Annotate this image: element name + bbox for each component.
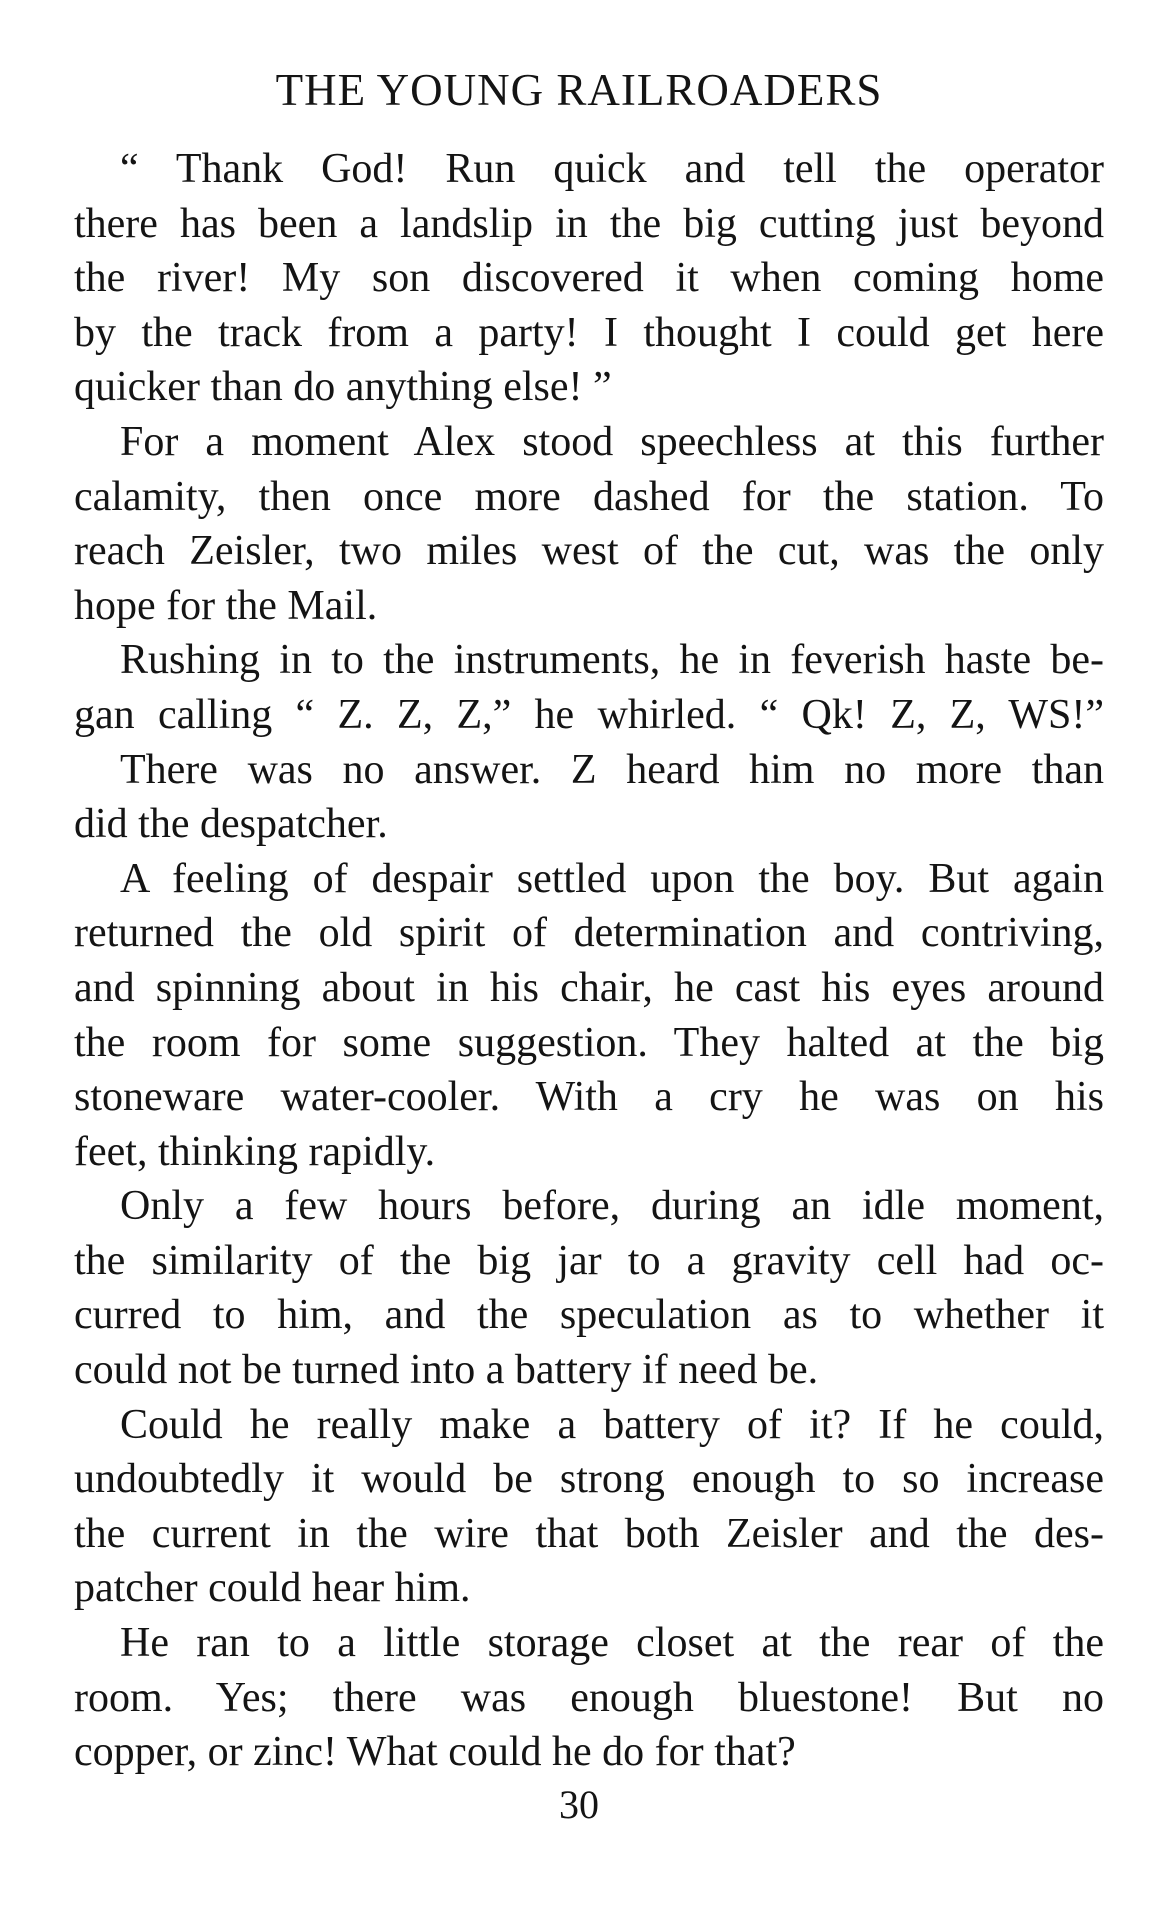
text-line: There was no answer. Z heard him no more than — [120, 746, 1104, 793]
text-line: feet, thinking rapidly. — [74, 1128, 436, 1175]
paragraph — [74, 1616, 1104, 1780]
text-line: He ran to a little storage closet at the rear of the — [120, 1620, 1104, 1667]
text-line: returned the old spirit of determination and contriving, — [74, 910, 1104, 957]
text-line: gan calling “ Z. Z, Z,” he whirled. “ Qk! Z, Z, WS!” — [74, 691, 1104, 738]
paragraph — [74, 1398, 1104, 1616]
paragraph — [74, 852, 1104, 1180]
text-line: calamity, then once more dashed for the station. To — [74, 473, 1104, 520]
running-title: THE YOUNG RAILROADERS — [275, 65, 883, 115]
text-line: undoubtedly it would be strong enough to so increase — [74, 1456, 1104, 1503]
text-line: there has been a landslip in the big cutting just beyond — [74, 200, 1104, 247]
text-line: A feeling of despair settled upon the boy. But again — [120, 855, 1104, 902]
text-line: copper, or zinc! What could he do for that? — [74, 1729, 796, 1776]
text-line: stoneware water-cooler. With a cry he was on his — [74, 1074, 1104, 1121]
text-line: could not be turned into a battery if need be. — [74, 1347, 819, 1394]
text-line: the similarity of the big jar to a gravity cell had oc- — [74, 1237, 1104, 1284]
paragraph — [74, 142, 1104, 415]
paragraph — [74, 633, 1104, 742]
text-line: the room for some suggestion. They halted at the big — [74, 1019, 1104, 1066]
text-line: patcher could hear him. — [74, 1565, 471, 1612]
text-line: Could he really make a battery of it? If he could, — [120, 1401, 1104, 1448]
text-line: the current in the wire that both Zeisler and the des- — [74, 1510, 1104, 1557]
body-text — [74, 142, 1104, 1780]
text-line: room. Yes; there was enough bluestone! But no — [74, 1674, 1104, 1721]
text-line: and spinning about in his chair, he cast his eyes around — [74, 964, 1104, 1011]
text-line: the river! My son discovered it when coming home — [74, 255, 1104, 302]
paragraph — [74, 743, 1104, 852]
text-line: hope for the Mail. — [74, 582, 378, 629]
text-line: by the track from a party! I thought I could get here — [74, 309, 1104, 356]
paragraph — [74, 1179, 1104, 1397]
text-line: curred to him, and the speculation as to whether it — [74, 1292, 1104, 1339]
text-line: did the despatcher. — [74, 801, 388, 848]
text-line: Only a few hours before, during an idle moment, — [120, 1183, 1104, 1230]
page-number: 30 — [559, 1782, 599, 1827]
text-line: Rushing in to the instruments, he in feverish haste be- — [120, 637, 1104, 684]
text-line: For a moment Alex stood speechless at this further — [120, 418, 1104, 465]
text-line: quicker than do anything else! ” — [74, 364, 612, 411]
paragraph — [74, 415, 1104, 633]
text-line: “ Thank God! Run quick and tell the operator — [120, 146, 1104, 192]
text-line: reach Zeisler, two miles west of the cut, was the only — [74, 528, 1104, 575]
